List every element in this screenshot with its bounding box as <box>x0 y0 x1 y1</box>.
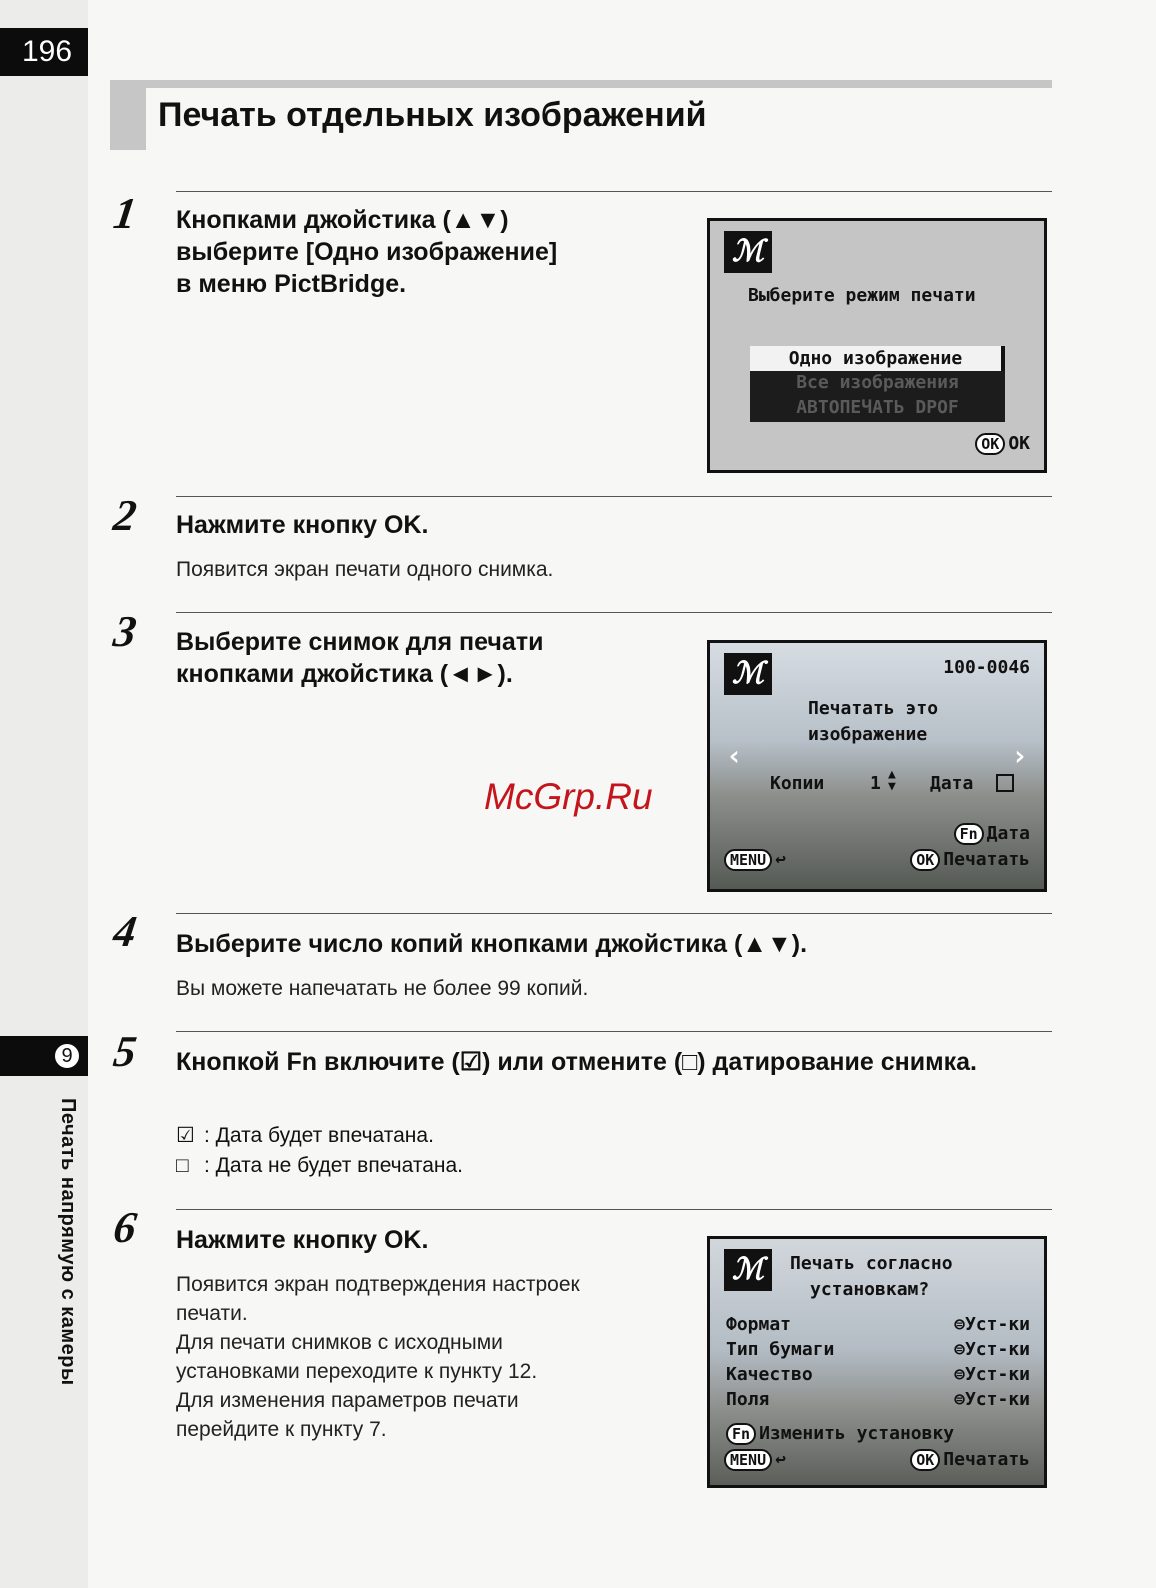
menu-item-single-image[interactable]: Одно изображение <box>750 346 1005 371</box>
pictbridge-icon: ℳ <box>724 653 772 695</box>
printer-icon: ⊜ <box>954 1364 965 1385</box>
printer-icon: ⊜ <box>954 1314 965 1335</box>
camera-screen-print-mode <box>707 218 1047 473</box>
divider <box>176 496 1052 497</box>
title-marker <box>110 80 146 150</box>
menu-button-icon: MENU <box>724 849 772 871</box>
step-heading: Выберите число копий кнопками джойстика (▲▼). <box>176 930 808 958</box>
menu-back-hint <box>724 849 786 871</box>
step-description: Появится экран печати одного снимка. <box>176 558 554 581</box>
copies-label: Копии <box>770 773 825 794</box>
setting-label-paper-type: Тип бумаги <box>726 1339 835 1360</box>
step-number: 6 <box>110 1203 140 1252</box>
back-arrow-icon: ↩ <box>775 1449 786 1470</box>
screen-prompt: Выберите режим печати <box>748 285 976 306</box>
legend-row-checked <box>176 1121 434 1150</box>
fn-hint-label: Изменить установку <box>759 1423 955 1444</box>
step-number: 2 <box>110 491 140 540</box>
ok-button-icon: OK <box>910 849 940 871</box>
printer-icon: ⊜ <box>954 1339 965 1360</box>
next-image-icon[interactable]: › <box>1011 739 1028 772</box>
camera-screen-confirm-settings <box>707 1236 1047 1488</box>
divider <box>176 612 1052 613</box>
chapter-number: 9 <box>53 1042 81 1070</box>
menu-item-all-images[interactable]: Все изображения <box>796 372 959 393</box>
step-number: 5 <box>110 1027 140 1076</box>
previous-image-icon[interactable]: ‹ <box>726 739 743 772</box>
pictbridge-icon: ℳ <box>724 1249 772 1291</box>
divider <box>176 1209 1052 1210</box>
step-heading: Нажмите кнопку OK. <box>176 511 429 539</box>
ok-hint <box>975 433 1030 455</box>
fn-button-icon: Fn <box>726 1423 756 1445</box>
menu-back-hint <box>724 1449 786 1471</box>
empty-box-icon: □ <box>176 1154 189 1177</box>
setting-value-paper-type: ⊜Уст-ки <box>954 1339 1030 1360</box>
step-heading: Нажмите кнопку OK. <box>176 1226 429 1254</box>
copies-value[interactable]: 1 <box>870 773 881 794</box>
menu-item-dpof-autoprint[interactable]: АВТОПЕЧАТЬ DPOF <box>796 397 959 418</box>
screen-prompt-line1: Печатать это <box>808 698 939 719</box>
ok-hint-label: Печатать <box>943 849 1030 870</box>
back-arrow-icon: ↩ <box>775 849 786 870</box>
file-number: 100-0046 <box>943 657 1030 678</box>
date-checkbox[interactable] <box>996 774 1014 795</box>
checked-box-icon: ☑ <box>176 1124 195 1147</box>
fn-hint <box>726 1423 954 1445</box>
ok-hint <box>910 1449 1030 1471</box>
page-number: 196 <box>0 28 88 76</box>
pictbridge-icon: ℳ <box>724 231 772 273</box>
ok-button-icon: OK <box>975 433 1005 455</box>
step-heading: Кнопками джойстика (▲▼) выберите [Одно изображение] в меню PictBridge. <box>176 206 558 298</box>
step-number: 1 <box>110 189 140 238</box>
setting-value-margins: ⊜Уст-ки <box>954 1389 1030 1410</box>
screen-prompt-line1: Печать согласно <box>790 1253 953 1274</box>
step-heading: Кнопкой Fn включите (☑) или отмените (□) датирование снимка. <box>176 1048 977 1076</box>
fn-hint <box>954 823 1030 845</box>
legend-row-unchecked <box>176 1151 463 1180</box>
setting-value-format: ⊜Уст-ки <box>954 1314 1030 1335</box>
setting-value-quality: ⊜Уст-ки <box>954 1364 1030 1385</box>
menu-button-icon: MENU <box>724 1449 772 1471</box>
step-number: 3 <box>110 607 140 656</box>
page-title: Печать отдельных изображений <box>158 96 707 134</box>
screen-prompt-line2: изображение <box>808 724 928 745</box>
printer-icon: ⊜ <box>954 1389 965 1410</box>
divider <box>176 913 1052 914</box>
copies-stepper-icon[interactable]: ▲ ▼ <box>888 767 896 794</box>
date-label: Дата <box>930 773 974 794</box>
divider <box>176 191 1052 192</box>
setting-label-margins: Поля <box>726 1389 770 1410</box>
fn-button-icon: Fn <box>954 823 984 845</box>
fn-hint-label: Дата <box>986 823 1030 844</box>
setting-label-quality: Качество <box>726 1364 813 1385</box>
legend-text: : Дата будет впечатана. <box>204 1124 434 1147</box>
setting-label-format: Формат <box>726 1314 792 1335</box>
screen-prompt-line2: установкам? <box>810 1279 930 1300</box>
chapter-title: Печать напрямую с камеры <box>57 1098 79 1386</box>
step-description: Появится экран подтверждения настроек печати. Для печати снимков с исходными установками переходите к пункту 12. Для изменения параметров печати перейдите к пункту 7. <box>176 1273 580 1441</box>
ok-hint-label: OK <box>1008 433 1030 454</box>
step-heading: Выберите снимок для печати кнопками джойстика (◄►). <box>176 628 544 688</box>
ok-button-icon: OK <box>910 1449 940 1471</box>
watermark: McGrp.Ru <box>484 776 653 817</box>
step-number: 4 <box>110 907 140 956</box>
divider <box>176 1031 1052 1032</box>
title-band <box>110 80 1052 88</box>
ok-hint-label: Печатать <box>943 1449 1030 1470</box>
ok-hint <box>910 849 1030 871</box>
step-description: Вы можете напечатать не более 99 копий. <box>176 977 589 1000</box>
legend-text: : Дата не будет впечатана. <box>204 1154 464 1177</box>
camera-screen-single-print <box>707 640 1047 892</box>
